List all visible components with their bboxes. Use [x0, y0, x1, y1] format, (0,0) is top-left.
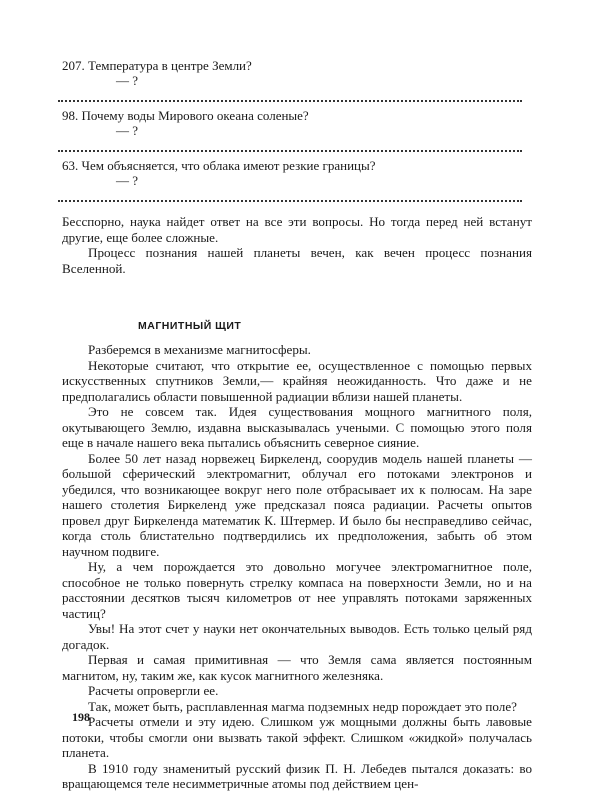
- question-text: Температура в центре Земли?: [88, 58, 252, 73]
- dotted-divider: [58, 90, 522, 102]
- question-answer: — ?: [116, 123, 139, 138]
- body-paragraph: Так, может быть, расплавленная магма подземных недр порождает это поле?: [88, 698, 517, 714]
- question-item: [62, 58, 532, 88]
- question-number: 207.: [62, 58, 85, 73]
- body-paragraph: Ну, а чем порождается это довольно могучее электромагнитное поле, способное не только повернуть стрелку компаса на поверхности Земли, но и на расстоянии десятков тысяч километров от нее управлять потоками заряженных частиц?: [62, 559, 532, 621]
- dotted-divider: [58, 190, 522, 202]
- body-paragraph: В 1910 году знаменитый русский физик П. Н. Лебедев пытался доказать: во вращающемся теле несимметричные атомы под действием цен-: [62, 760, 532, 791]
- page-number: 198: [72, 710, 90, 724]
- intro-paragraph: Процесс познания нашей планеты вечен, как вечен процесс познания Вселенной.: [62, 245, 532, 276]
- body-paragraph: Расчеты опровергли ее.: [88, 683, 219, 698]
- body-paragraph: Это не совсем так. Идея существования мощного магнитного поля, окутывающего Землю, издавна высказывалась учеными. С помощью этого поля еще в начале нашего века пытались объяснить северное сияние.: [62, 404, 532, 450]
- intro-paragraph: Бесспорно, наука найдет ответ на все эти вопросы. Но тогда перед ней встанут другие, еще более сложные.: [62, 214, 532, 245]
- section-title: МАГНИТНЫЙ ЩИТ: [138, 320, 242, 332]
- question-number: 98.: [62, 108, 79, 123]
- body-paragraph: Увы! На этот счет у науки нет окончательных выводов. Есть только целый ряд догадок.: [62, 621, 532, 652]
- body-paragraph: Первая и самая примитивная — что Земля сама является постоянным магнитом, ну, таким же, как кусок магнитного железняка.: [62, 652, 532, 683]
- question-text: Почему воды Мирового океана соленые?: [81, 108, 309, 123]
- question-answer: — ?: [116, 173, 139, 188]
- question-item: [62, 158, 532, 188]
- body-paragraph: Некоторые считают, что открытие ее, осуществленное с помощью первых искусственных спутников Земли,— крайняя неожиданность. Что даже и не предполагались области повышенной радиации вблизи нашей планеты.: [62, 357, 532, 404]
- question-text: Чем объясняется, что облака имеют резкие границы?: [81, 158, 376, 173]
- question-item: [62, 108, 532, 138]
- body-paragraph: Разберемся в механизме магнитосферы.: [88, 342, 311, 357]
- body-paragraph: Более 50 лет назад норвежец Биркеленд, соорудив модель нашей планеты — большой сферический электромагнит, облучал его потоками электронов и убедился, что возникающее вокруг него поле отбрасывает их к полюсам. На заре нашего столетия Биркеленд уже предсказал пояса радиации. Расчеты опытов провел друг Биркеленда математик К. Штермер. И было бы несправедливо сейчас, когда столь блистательно подтвердились их предположения, забыть об этом научном подвиге.: [62, 450, 532, 559]
- question-answer: — ?: [116, 73, 139, 88]
- question-number: 63.: [62, 158, 79, 173]
- dotted-divider: [58, 140, 522, 152]
- page-content: [62, 58, 532, 792]
- body-paragraph: Расчеты отмели и эту идею. Слишком уж мощными должны быть лавовые потоки, чтобы смогли они вызвать такой эффект. Слишком «жидкой» получалась планета.: [62, 714, 532, 760]
